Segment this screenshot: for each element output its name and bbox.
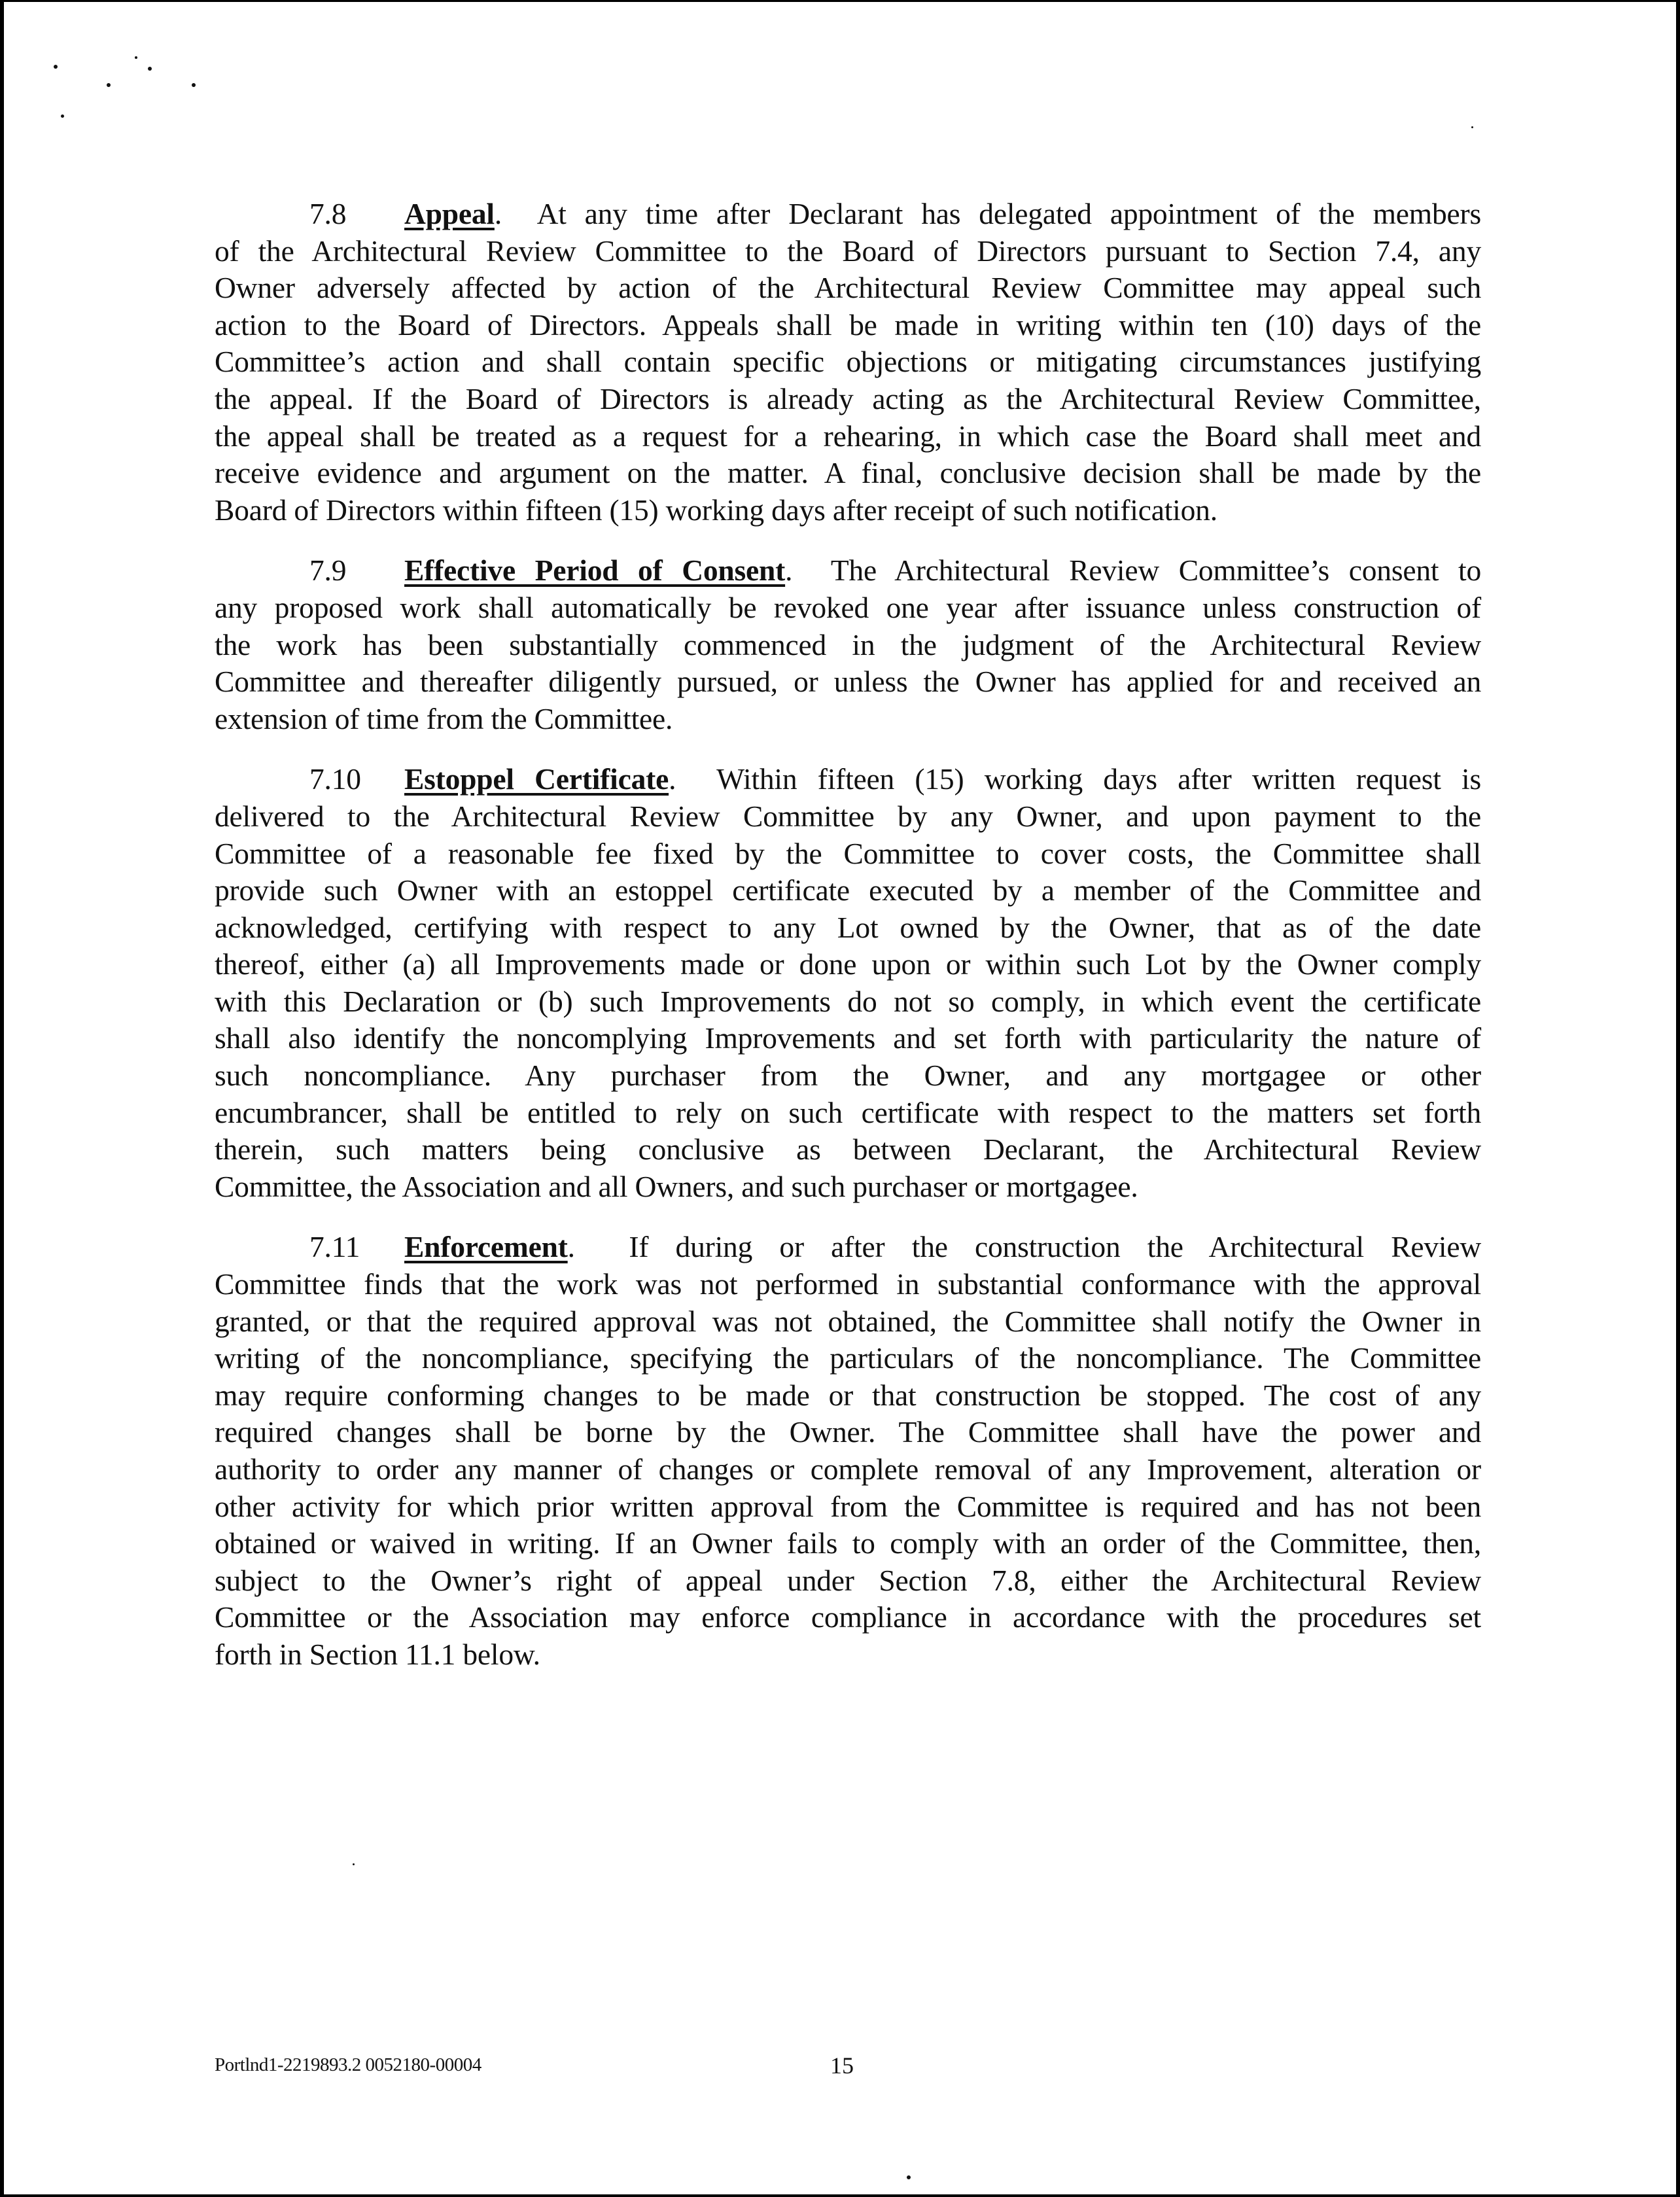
section-line: of the Architectural Review Committee to the Board of Directors pursuant to Section 7.4, any [215, 234, 1481, 268]
section-line: action to the Board of Directors. Appeals shall be made in writing within ten (10) days of the [215, 308, 1481, 342]
section-line: Committee, the Association and all Owners, and such purchaser or mortgagee. [215, 1169, 1138, 1203]
scan-speck [135, 56, 137, 59]
section-first-line [215, 1229, 1481, 1266]
section-7-11 [215, 1229, 1481, 1673]
scan-speck [61, 114, 64, 118]
scan-speck [1471, 126, 1473, 128]
section-line: forth in Section 11.1 below. [215, 1637, 540, 1671]
heading-period: . [494, 197, 537, 230]
section-line: required changes shall be borne by the Owner. The Committee shall have the power and [215, 1415, 1481, 1449]
section-heading: Estoppel Certificate [404, 762, 669, 796]
section-line: delivered to the Architectural Review Committee by any Owner, and upon payment to the [215, 799, 1481, 833]
section-line: Board of Directors within fifteen (15) working days after receipt of such notification. [215, 493, 1217, 527]
section-7-8 [215, 196, 1481, 529]
section-line: the work has been substantially commenced in the judgment of the Architectural Review [215, 627, 1481, 661]
section-line: At any time after Declarant has delegated appointment of the members [536, 197, 1481, 230]
section-line: thereof, either (a) all Improvements made or done upon or within such Lot by the Owner comply [215, 947, 1481, 981]
section-line: If during or after the construction the Architectural Review [629, 1230, 1481, 1264]
section-first-line [215, 761, 1481, 798]
section-line: Within fifteen (15) working days after written request is [716, 762, 1482, 796]
section-line: provide such Owner with an estoppel certificate executed by a member of the Committee and [215, 873, 1481, 907]
section-line: acknowledged, certifying with respect to any Lot owned by the Owner, that as of the date [215, 910, 1481, 944]
section-line: receive evidence and argument on the matter. A final, conclusive decision shall be made by the [215, 456, 1481, 490]
section-heading: Enforcement [404, 1230, 568, 1264]
section-line: authority to order any manner of changes or complete removal of any Improvement, alteration or [215, 1452, 1481, 1486]
section-line: writing of the noncompliance, specifying the particulars of the noncompliance. The Committee [215, 1341, 1481, 1375]
section-line: granted, or that the required approval was not obtained, the Committee shall notify the Owner in [215, 1304, 1481, 1338]
section-line: The Architectural Review Committee’s consent to [830, 554, 1482, 588]
scan-speck [107, 83, 111, 87]
section-line: Committee’s action and shall contain specific objections or mitigating circumstances justifying [215, 345, 1481, 379]
section-line: other activity for which prior written approval from the Committee is required and has not been [215, 1489, 1481, 1523]
section-7-9 [215, 552, 1481, 737]
section-line: any proposed work shall automatically be revoked one year after issuance unless construction of [215, 590, 1481, 624]
page-number: 15 [830, 2052, 854, 2079]
section-number: 7.11 [309, 1230, 360, 1264]
section-line: with this Declaration or (b) such Improvements do not so comply, in which event the certificate [215, 984, 1481, 1018]
section-line: may require conforming changes to be made or that construction be stopped. The cost of any [215, 1378, 1481, 1412]
section-line: Committee or the Association may enforce compliance in accordance with the procedures set [215, 1600, 1481, 1634]
footer-document-id: Portlnd1-2219893.2 0052180-00004 [215, 2054, 481, 2075]
heading-period: . [669, 762, 717, 796]
heading-period: . [785, 554, 831, 588]
section-first-line [215, 552, 1481, 589]
section-line: subject to the Owner’s right of appeal under Section 7.8, either the Architectural Review [215, 1563, 1481, 1597]
section-heading: Appeal [404, 197, 495, 230]
section-line: obtained or waived in writing. If an Owner fails to comply with an order of the Committee, then, [215, 1526, 1481, 1560]
section-line: extension of time from the Committee. [215, 701, 673, 735]
heading-period: . [567, 1230, 629, 1264]
section-line: encumbrancer, shall be entitled to rely on such certificate with respect to the matters set forth [215, 1095, 1481, 1129]
document-body [215, 196, 1481, 1697]
section-number: 7.9 [309, 554, 347, 588]
section-heading: Effective Period of Consent [404, 554, 786, 588]
section-7-10 [215, 761, 1481, 1205]
section-number: 7.8 [309, 197, 347, 230]
section-number: 7.10 [309, 762, 361, 796]
scan-speck [907, 2175, 911, 2179]
section-line: the appeal. If the Board of Directors is already acting as the Architectural Review Committee, [215, 381, 1481, 415]
section-line: Committee of a reasonable fee fixed by the Committee to cover costs, the Committee shall [215, 836, 1481, 870]
section-line: Committee finds that the work was not performed in substantial conformance with the approval [215, 1267, 1481, 1301]
section-line: the appeal shall be treated as a request for a rehearing, in which case the Board shall meet and [215, 419, 1481, 453]
section-line: shall also identify the noncomplying Improvements and set forth with particularity the nature of [215, 1021, 1481, 1055]
section-first-line [215, 196, 1481, 233]
scan-speck [148, 67, 152, 71]
section-line: therein, such matters being conclusive as between Declarant, the Architectural Review [215, 1133, 1481, 1167]
scan-speck [353, 1863, 355, 1865]
scan-speck [192, 83, 196, 87]
scan-speck [54, 65, 58, 69]
section-line: such noncompliance. Any purchaser from the Owner, and any mortgagee or other [215, 1059, 1481, 1093]
section-line: Owner adversely affected by action of the Architectural Review Committee may appeal such [215, 271, 1481, 305]
section-line: Committee and thereafter diligently pursued, or unless the Owner has applied for and received an [215, 665, 1481, 699]
